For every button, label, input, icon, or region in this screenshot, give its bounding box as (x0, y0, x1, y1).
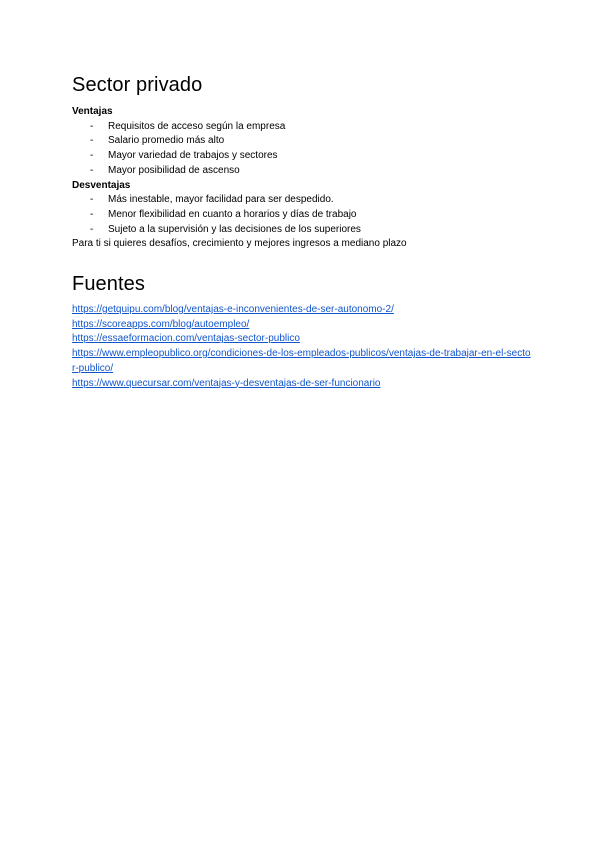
section-title-fuentes: Fuentes (72, 273, 145, 295)
source-link[interactable]: https://www.quecursar.com/ventajas-y-desventajas-de-ser-funcionario (72, 377, 381, 389)
conclusion-text: Para ti si quieres desafíos, crecimiento y mejores ingresos a mediano plazo (72, 238, 407, 250)
list-item-text: Mayor posibilidad de ascenso (108, 164, 240, 176)
dash-bullet: - (90, 135, 94, 147)
dash-bullet: - (90, 194, 94, 206)
desventajas-list (72, 193, 542, 237)
ventajas-list (72, 120, 542, 179)
sector-privado-content (72, 105, 542, 252)
list-item (72, 149, 542, 164)
dash-bullet: - (90, 208, 94, 220)
ventajas-heading: Ventajas (72, 106, 113, 117)
dash-bullet: - (90, 223, 94, 235)
desventajas-heading: Desventajas (72, 179, 131, 191)
dash-bullet: - (90, 164, 94, 176)
source-link[interactable]: https://www.empleopublico.org/condiciones-de-los-empleados-publicos/ventajas-de-trabajar-en-el-sector-publico/ (72, 348, 531, 374)
dash-bullet: - (90, 150, 94, 162)
dash-bullet: - (90, 120, 94, 132)
list-item (72, 193, 542, 208)
list-item (72, 164, 542, 179)
list-item-text: Salario promedio más alto (108, 135, 225, 147)
list-item (72, 223, 542, 238)
fuentes-links (72, 303, 532, 391)
source-link[interactable]: https://essaeformacion.com/ventajas-sector-publico (72, 333, 300, 345)
list-item (72, 134, 542, 149)
list-item (72, 208, 542, 223)
list-item (72, 120, 542, 135)
section-title-sector-privado: Sector privado (72, 74, 203, 96)
list-item-text: Más inestable, mayor facilidad para ser despedido. (108, 194, 334, 206)
list-item-text: Menor flexibilidad en cuanto a horarios y días de trabajo (108, 208, 357, 220)
list-item-text: Sujeto a la supervisión y las decisiones de los superiores (108, 223, 361, 235)
source-link[interactable]: https://getquipu.com/blog/ventajas-e-inconvenientes-de-ser-autonomo-2/ (72, 304, 394, 315)
list-item-text: Requisitos de acceso según la empresa (108, 120, 286, 132)
source-link[interactable]: https://scoreapps.com/blog/autoempleo/ (72, 318, 250, 330)
list-item-text: Mayor variedad de trabajos y sectores (108, 150, 278, 162)
